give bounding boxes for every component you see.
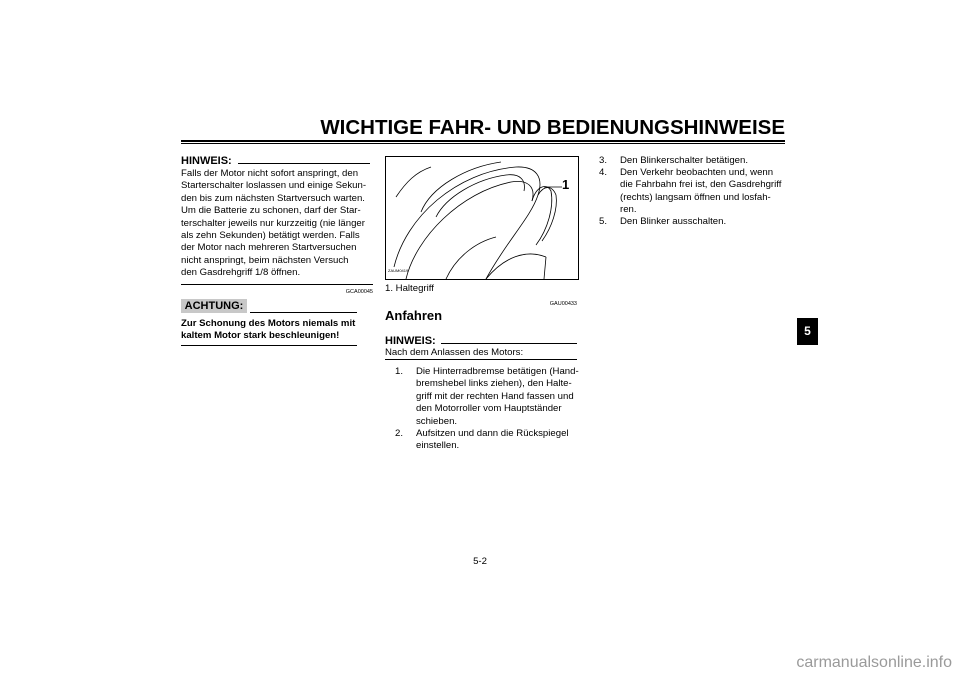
list-item <box>599 155 789 167</box>
note-text <box>181 168 373 280</box>
list-item <box>395 366 585 428</box>
note-line: terschalter jeweils nur kurzzeitig (nie länger <box>181 217 365 229</box>
step-number: 2. <box>395 428 404 439</box>
note-label: HINWEIS: <box>385 335 436 347</box>
step-line: einstellen. <box>416 440 460 452</box>
note-end-rule <box>181 284 373 285</box>
note-end-rule <box>385 359 577 360</box>
header-rule <box>181 140 785 142</box>
step-number: 5. <box>599 216 608 227</box>
note-rule <box>238 163 370 164</box>
figure-callout-1: 1 <box>562 177 570 192</box>
page-number: 5-2 <box>473 556 487 567</box>
caution-line: Zur Schonung des Motors niemals mit <box>181 318 356 329</box>
note-line: nicht anspringt, beim nächsten Versuch <box>181 254 349 266</box>
caution-code: GCA00045 <box>345 289 373 295</box>
step-line: schieben. <box>416 415 458 427</box>
note-rule <box>441 343 577 344</box>
list-item <box>599 167 789 217</box>
step-number: 4. <box>599 167 608 178</box>
section-code: GAU00433 <box>549 301 577 307</box>
note-line: Starterschalter loslassen und einige Sekun- <box>181 180 367 192</box>
section-title: Anfahren <box>385 308 443 323</box>
step-line: Den Verkehr beobachten und, wenn <box>620 167 774 178</box>
list-item <box>395 428 585 453</box>
page-header-title: WICHTIGE FAHR- UND BEDIENUNGSHINWEISE <box>320 116 785 139</box>
step-number: 1. <box>395 366 404 377</box>
note-line: der Motor nach mehreren Startversuchen <box>181 242 357 254</box>
note-text: Nach dem Anlassen des Motors: <box>385 347 524 358</box>
step-line: bremshebel links ziehen), den Halte- <box>416 378 572 390</box>
header-rule-secondary <box>181 143 785 144</box>
note-line: als zehn Sekunden) betätigt werden. Falls <box>181 230 360 242</box>
step-number: 3. <box>599 155 608 166</box>
caution-text <box>181 318 373 343</box>
scooter-seat-illustration <box>386 157 578 279</box>
note-line: den bis zum nächsten Startversuch warten. <box>181 192 365 204</box>
caution-end-rule <box>181 345 357 346</box>
step-line: Die Hinterradbremse betätigen (Hand- <box>416 366 579 377</box>
figure-id: ZAUM0419 <box>388 268 409 273</box>
step-line: die Fahrbahn frei ist, den Gasdrehgriff <box>620 179 782 191</box>
list-item <box>599 216 789 228</box>
step-line: den Motorroller vom Hauptständer <box>416 403 562 415</box>
note-line: Um die Batterie zu schonen, darf der Star- <box>181 205 361 217</box>
caution-label: ACHTUNG: <box>181 299 247 313</box>
grab-bar-figure <box>385 156 579 280</box>
note-label: HINWEIS: <box>181 155 232 167</box>
step-line: griff mit der rechten Hand fassen und <box>416 390 574 402</box>
step-line: Aufsitzen und dann die Rückspiegel <box>416 428 569 439</box>
note-line: Falls der Motor nicht sofort anspringt, den <box>181 168 359 179</box>
step-line: ren. <box>620 204 637 216</box>
caution-rule <box>250 312 357 313</box>
caution-line: kaltem Motor stark beschleunigen! <box>181 330 340 342</box>
watermark: carmanualsonline.info <box>796 654 952 671</box>
note-line: den Gasdrehgriff 1/8 öffnen. <box>181 267 301 279</box>
step-line: Den Blinker ausschalten. <box>620 216 727 227</box>
figure-caption: 1. Haltegriff <box>385 283 434 294</box>
step-line: Den Blinkerschalter betätigen. <box>620 155 748 166</box>
step-line: (rechts) langsam öffnen und losfah- <box>620 191 771 203</box>
chapter-tab[interactable]: 5 <box>797 318 818 345</box>
